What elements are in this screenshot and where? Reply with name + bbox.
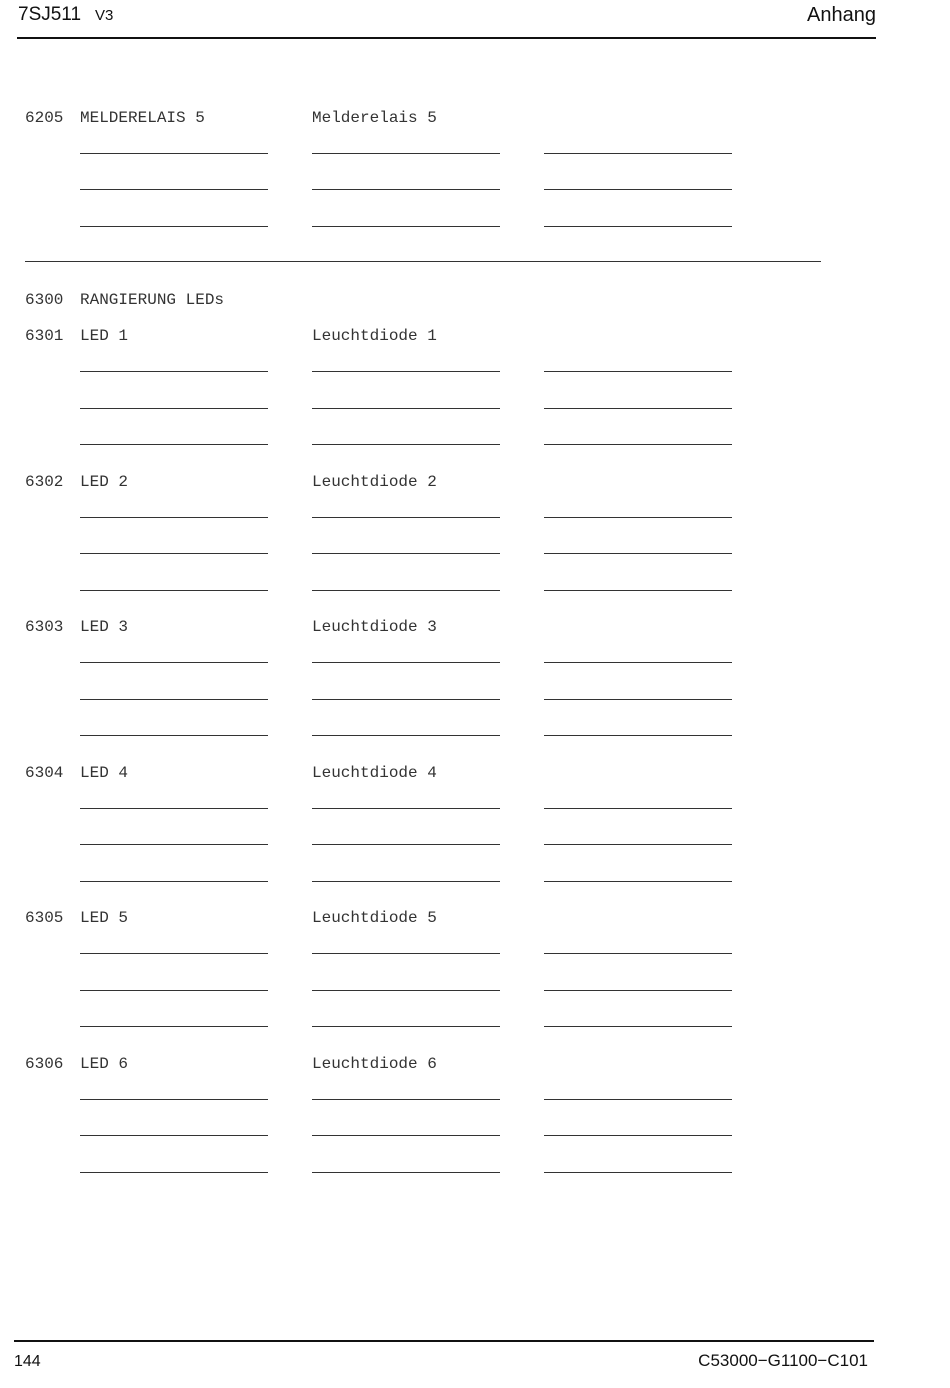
- blank-line[interactable]: [544, 1135, 732, 1136]
- blank-line[interactable]: [544, 808, 732, 809]
- block-6305-number: 6305: [25, 909, 64, 927]
- blank-line[interactable]: [544, 953, 732, 954]
- blank-line[interactable]: [544, 189, 732, 190]
- blank-line[interactable]: [312, 699, 500, 700]
- blank-line[interactable]: [80, 881, 268, 882]
- blank-line[interactable]: [544, 662, 732, 663]
- block-6303-label: Leuchtdiode 3: [312, 618, 437, 636]
- blank-line[interactable]: [544, 371, 732, 372]
- document-header-device: [18, 4, 113, 26]
- blank-line[interactable]: [80, 590, 268, 591]
- blank-line[interactable]: [544, 1026, 732, 1027]
- blank-line[interactable]: [544, 1172, 732, 1173]
- blank-line[interactable]: [312, 881, 500, 882]
- block-6301-name: LED 1: [80, 327, 129, 345]
- blank-line[interactable]: [312, 735, 500, 736]
- blank-line[interactable]: [80, 844, 268, 845]
- blank-line[interactable]: [312, 662, 500, 663]
- blank-line[interactable]: [312, 1172, 500, 1173]
- blank-line[interactable]: [312, 408, 500, 409]
- blank-line[interactable]: [312, 1026, 500, 1027]
- blank-line[interactable]: [312, 444, 500, 445]
- block-6205-name: MELDERELAIS 5: [80, 109, 205, 127]
- block-6306-number: 6306: [25, 1055, 64, 1073]
- version-label: V3: [95, 7, 114, 24]
- blank-line[interactable]: [312, 226, 500, 227]
- block-6205-number: 6205: [25, 109, 64, 127]
- blank-line[interactable]: [544, 408, 732, 409]
- block-6304-name: LED 4: [80, 764, 129, 782]
- blank-line[interactable]: [544, 735, 732, 736]
- blank-line[interactable]: [544, 590, 732, 591]
- blank-line[interactable]: [544, 844, 732, 845]
- order-number: C53000−G1100−C101: [698, 1351, 868, 1370]
- blank-line[interactable]: [80, 662, 268, 663]
- blank-line[interactable]: [544, 517, 732, 518]
- blank-line[interactable]: [544, 881, 732, 882]
- blank-line[interactable]: [312, 590, 500, 591]
- section-separator: [25, 261, 821, 262]
- blank-line[interactable]: [312, 371, 500, 372]
- blank-line[interactable]: [544, 153, 732, 154]
- block-6302-number: 6302: [25, 473, 64, 491]
- block-6304-label: Leuchtdiode 4: [312, 764, 437, 782]
- block-6302-label: Leuchtdiode 2: [312, 473, 437, 491]
- blank-line[interactable]: [80, 699, 268, 700]
- block-6301-number: 6301: [25, 327, 64, 345]
- block-6305-name: LED 5: [80, 909, 129, 927]
- block-6301-label: Leuchtdiode 1: [312, 327, 437, 345]
- blank-line[interactable]: [80, 553, 268, 554]
- blank-line[interactable]: [80, 1172, 268, 1173]
- blank-line[interactable]: [80, 371, 268, 372]
- blank-line[interactable]: [312, 517, 500, 518]
- blank-line[interactable]: [80, 735, 268, 736]
- block-6306-label: Leuchtdiode 6: [312, 1055, 437, 1073]
- block-6300-number: 6300: [25, 291, 64, 309]
- blank-line[interactable]: [80, 444, 268, 445]
- blank-line[interactable]: [312, 844, 500, 845]
- blank-line[interactable]: [544, 444, 732, 445]
- block-6304-number: 6304: [25, 764, 64, 782]
- blank-line[interactable]: [544, 1099, 732, 1100]
- block-6205-label: Melderelais 5: [312, 109, 437, 127]
- footer-rule: [14, 1340, 874, 1342]
- blank-line[interactable]: [312, 153, 500, 154]
- blank-line[interactable]: [544, 553, 732, 554]
- blank-line[interactable]: [80, 990, 268, 991]
- blank-line[interactable]: [312, 1135, 500, 1136]
- blank-line[interactable]: [312, 189, 500, 190]
- blank-line[interactable]: [80, 1135, 268, 1136]
- blank-line[interactable]: [312, 990, 500, 991]
- block-6302-name: LED 2: [80, 473, 129, 491]
- blank-line[interactable]: [80, 189, 268, 190]
- blank-line[interactable]: [544, 699, 732, 700]
- blank-line[interactable]: [80, 517, 268, 518]
- block-6306-name: LED 6: [80, 1055, 129, 1073]
- blank-line[interactable]: [544, 226, 732, 227]
- blank-line[interactable]: [544, 990, 732, 991]
- blank-line[interactable]: [312, 953, 500, 954]
- section-title: Anhang: [807, 4, 876, 26]
- page-number: 144: [14, 1353, 41, 1370]
- blank-line[interactable]: [80, 1026, 268, 1027]
- block-6300-name: RANGIERUNG LEDs: [80, 291, 225, 309]
- blank-line[interactable]: [312, 1099, 500, 1100]
- header-rule: [17, 37, 876, 39]
- blank-line[interactable]: [80, 808, 268, 809]
- blank-line[interactable]: [80, 153, 268, 154]
- blank-line[interactable]: [80, 1099, 268, 1100]
- blank-line[interactable]: [312, 553, 500, 554]
- blank-line[interactable]: [312, 808, 500, 809]
- block-6305-label: Leuchtdiode 5: [312, 909, 437, 927]
- blank-line[interactable]: [80, 408, 268, 409]
- block-6303-number: 6303: [25, 618, 64, 636]
- block-6303-name: LED 3: [80, 618, 129, 636]
- device-name: 7SJ511: [18, 4, 82, 25]
- blank-line[interactable]: [80, 953, 268, 954]
- blank-line[interactable]: [80, 226, 268, 227]
